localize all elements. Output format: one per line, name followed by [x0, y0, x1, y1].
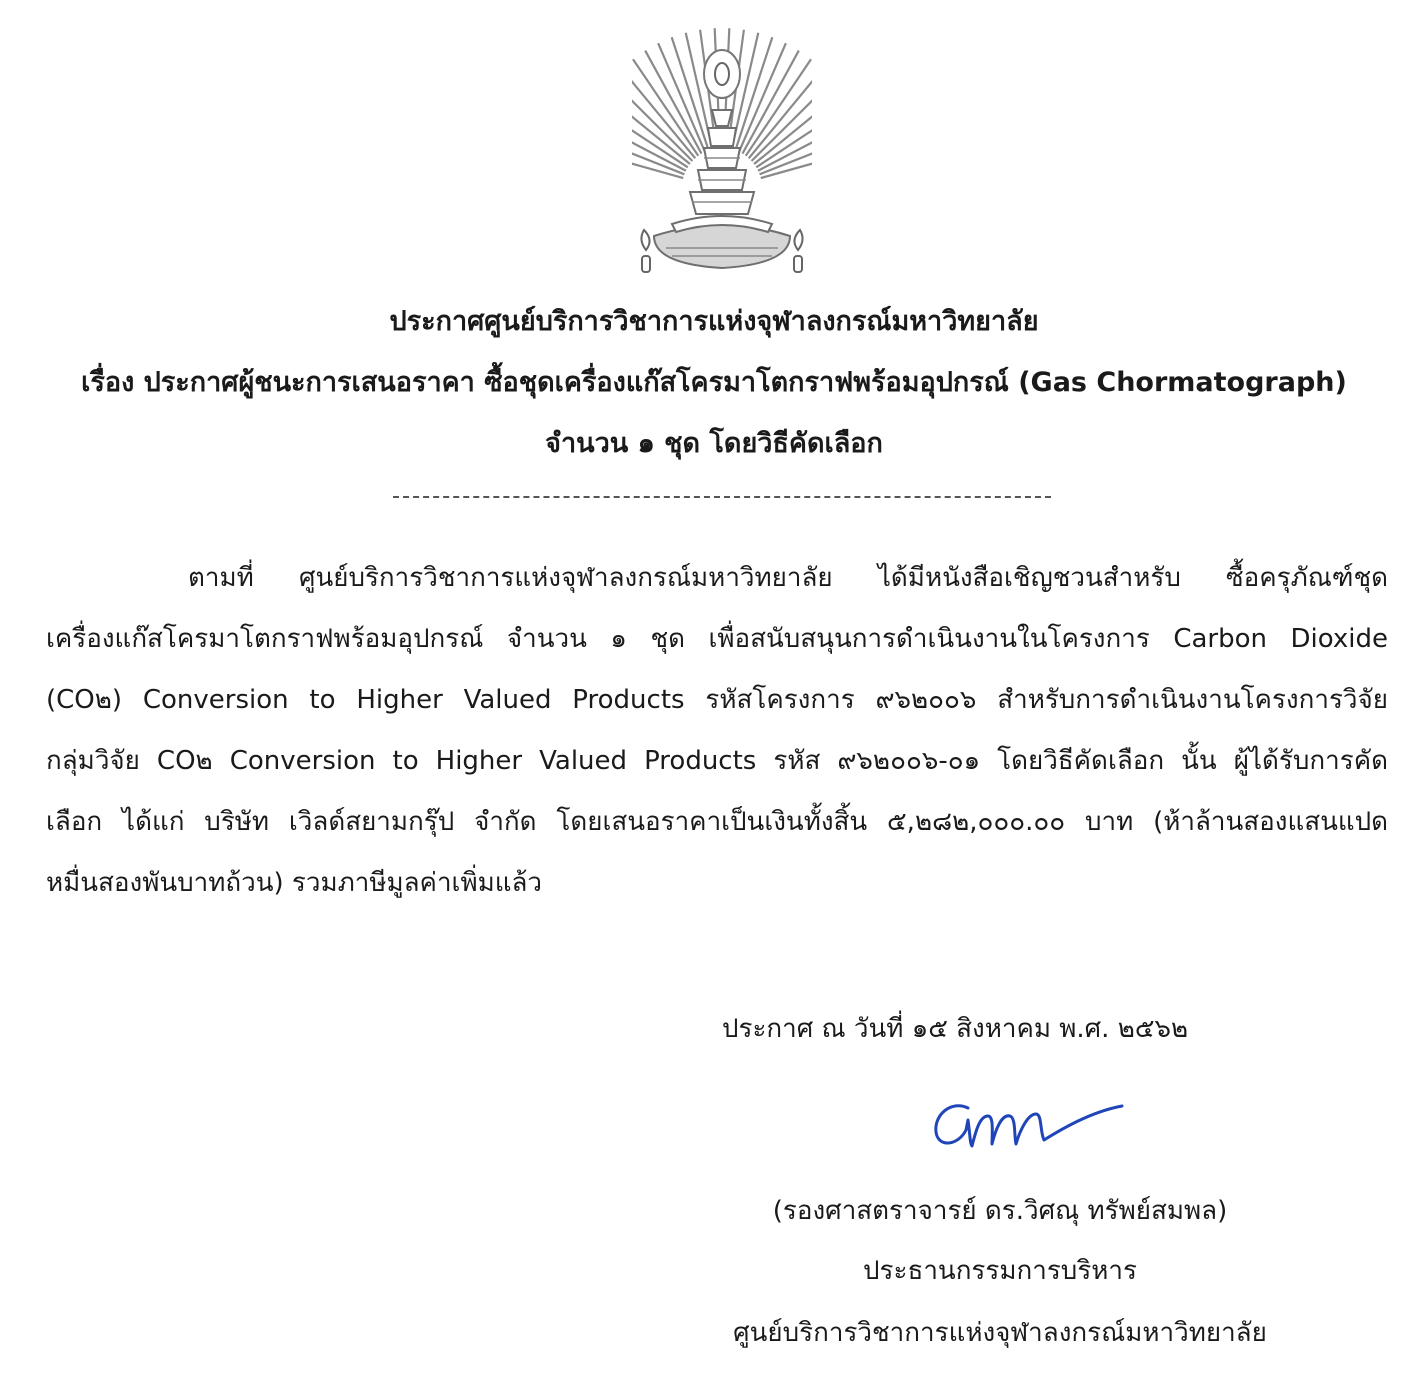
body-line: กลุ่มวิจัย CO๒ Conversion to Higher Valued Products รหัส ๙๖๒๐๐๖-๐๑ โดยวิธีคัดเลือก นั้น ผู้ได้รับการคัด [46, 746, 1388, 776]
dashed-separator [393, 496, 1051, 498]
body-line: หมื่นสองพันบาทถ้วน) รวมภาษีมูลค่าเพิ่มแล้ว [46, 868, 543, 898]
body-line: เลือก ได้แก่ บริษัท เวิลด์สยามกรุ๊ป จำกัด โดยเสนอราคาเป็นเงินทั้งสิ้น ๕,๒๘๒,๐๐๐.๐๐ บาท (ห้าล้านสองแสนแปด [46, 807, 1388, 837]
announcement-subject: เรื่อง ประกาศผู้ชนะการเสนอราคา ซื้อชุดเครื่องแก๊สโครมาโตกราฟพร้อมอุปกรณ์ (Gas Chormatograph) [81, 367, 1347, 398]
body-line: (CO๒) Conversion to Higher Valued Products รหัสโครงการ ๙๖๒๐๐๖ สำหรับการดำเนินงานโครงการวิจัย [46, 685, 1388, 715]
signatory-position: ประธานกรรมการบริหาร [863, 1256, 1137, 1286]
body-line: ตามที่ ศูนย์บริการวิชาการแห่งจุฬาลงกรณ์มหาวิทยาลัย ได้มีหนังสือเชิญชวนสำหรับ ซื้อครุภัณฑ์ชุด [188, 563, 1388, 593]
handwritten-signature [930, 1090, 1125, 1155]
body-line: เครื่องแก๊สโครมาโตกราฟพร้อมอุปกรณ์ จำนวน ๑ ชุด เพื่อสนับสนุนการดำเนินงานในโครงการ Carbon Dioxide [46, 624, 1388, 654]
announcement-quantity-method: จำนวน ๑ ชุด โดยวิธีคัดเลือก [545, 428, 883, 459]
announcement-heading: ประกาศศูนย์บริการวิชาการแห่งจุฬาลงกรณ์มหาวิทยาลัย [389, 306, 1039, 337]
signatory-name: (รองศาสตราจารย์ ดร.วิศณุ ทรัพย์สมพล) [772, 1196, 1228, 1226]
signatory-organization: ศูนย์บริการวิชาการแห่งจุฬาลงกรณ์มหาวิทยาลัย [733, 1318, 1267, 1348]
announcement-body-paragraph [46, 548, 1388, 914]
announcement-date: ประกาศ ณ วันที่ ๑๕ สิงหาคม พ.ศ. ๒๕๖๒ [722, 1014, 1189, 1044]
university-emblem-logo [632, 18, 812, 280]
